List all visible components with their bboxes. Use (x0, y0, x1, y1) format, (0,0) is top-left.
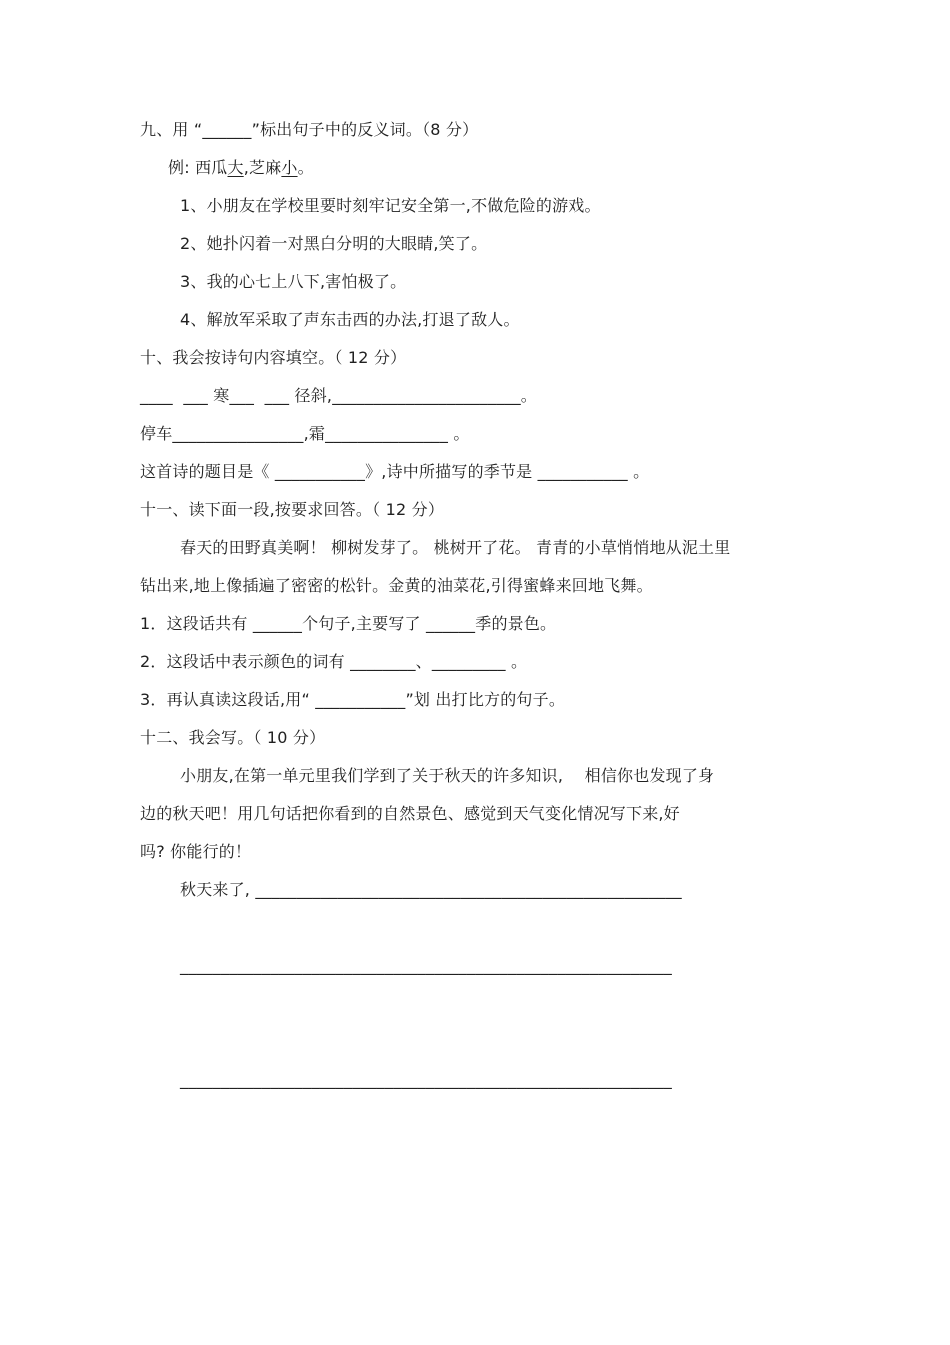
text-segment: 例: 西瓜 (168, 158, 228, 177)
section-11-item-1 (140, 605, 900, 643)
section-12-passage-line-2 (140, 795, 900, 833)
text-segment: 十一、读下面一段,按要求回答。（ 12 分） (140, 500, 445, 519)
text-segment: 九、用 “______”标出句子中的反义词。（8 分） (140, 120, 479, 139)
text-segment: ,芝麻 (243, 158, 282, 177)
text-segment: ____________________________________________________________ (180, 1070, 672, 1089)
text-segment: 吗? 你能行的！ (140, 842, 252, 861)
document-body (140, 111, 900, 1099)
section-9-item-1 (140, 187, 900, 225)
section-9-item-3 (140, 263, 900, 301)
underlined-word: 小 (281, 158, 298, 177)
section-9-heading (140, 111, 900, 149)
section-12-heading (140, 719, 900, 757)
text-segment: 小朋友,在第一单元里我们学到了关于秋天的许多知识, 相信你也发现了身 (180, 766, 715, 785)
text-segment: 停车________________,霜_______________ 。 (140, 424, 470, 443)
text-segment: 十、我会按诗句内容填空。（ 12 分） (140, 348, 407, 367)
text-segment: 边的秋天吧！用几句话把你看到的自然景色、感觉到天气变化情况写下来,好 (140, 804, 680, 823)
section-11-heading (140, 491, 900, 529)
section-11-passage-line-2 (140, 567, 900, 605)
text-segment: 。 (297, 158, 314, 177)
text-segment: ____ ___ 寒___ ___ 径斜,_______________________。 (140, 386, 538, 405)
text-segment: ____________________________________________________________ (180, 956, 672, 975)
text-segment: 这首诗的题目是《 ___________》,诗中所描写的季节是 ___________ 。 (140, 462, 650, 481)
section-10-poem-blank-line-1 (140, 377, 900, 415)
blank-line (140, 909, 900, 947)
section-11-passage-line-1 (140, 529, 900, 567)
text-segment: 1．这段话共有 ______个句子,主要写了 ______季的景色。 (140, 614, 557, 633)
section-10-heading (140, 339, 900, 377)
answer-blank-line-1 (140, 947, 900, 985)
section-10-poem-blank-line-2 (140, 415, 900, 453)
text-segment: 秋天来了, ____________________________________________________ (180, 880, 682, 899)
section-12-passage-line-1 (140, 757, 900, 795)
section-11-item-2 (140, 643, 900, 681)
section-9-example-line (140, 149, 900, 187)
underlined-word: 大 (227, 158, 244, 177)
text-segment: 2．这段话中表示颜色的词有 ________、_________ 。 (140, 652, 528, 671)
text-segment: 4、解放军采取了声东击西的办法,打退了敌人。 (180, 310, 520, 329)
answer-blank-line-2 (140, 1061, 900, 1099)
text-segment: 3．再认真读这段话,用“ ___________”划 出打比方的句子。 (140, 690, 566, 709)
section-9-item-2 (140, 225, 900, 263)
blank-line (140, 985, 900, 1023)
text-segment: 钻出来,地上像插遍了密密的松针。金黄的油菜花,引得蜜蜂来回地飞舞。 (140, 576, 653, 595)
text-segment: 十二、我会写。（ 10 分） (140, 728, 326, 747)
blank-line (140, 1023, 900, 1061)
text-segment: 3、我的心七上八下,害怕极了。 (180, 272, 407, 291)
text-segment: 2、她扑闪着一对黑白分明的大眼睛,笑了。 (180, 234, 488, 253)
text-segment: 1、小朋友在学校里要时刻牢记安全第一,不做危险的游戏。 (180, 196, 601, 215)
section-12-answer-start-line (140, 871, 900, 909)
text-segment: 春天的田野真美啊！ 柳树发芽了。 桃树开了花。 青青的小草悄悄地从泥土里 (180, 538, 731, 557)
section-10-title-question-line (140, 453, 900, 491)
section-12-passage-line-3 (140, 833, 900, 871)
section-11-item-3 (140, 681, 900, 719)
section-9-item-4 (140, 301, 900, 339)
